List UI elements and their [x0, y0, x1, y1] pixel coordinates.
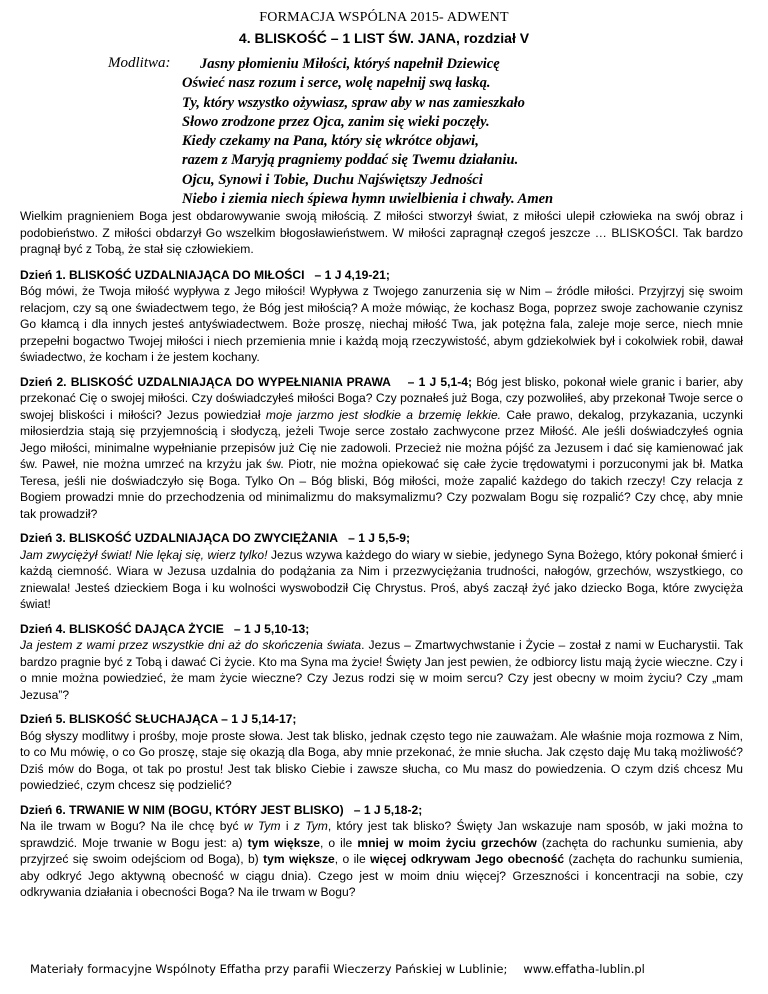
prayer-line: Ojcu, Synowi i Tobie, Duchu Najświętszy Jedności: [182, 171, 483, 188]
day-title: Dzień 1. BLISKOŚĆ UZDALNIAJĄCA DO MIŁOŚCI: [20, 267, 305, 282]
day-text-run: , o ile: [334, 852, 366, 866]
page-footer: [30, 962, 750, 976]
prayer-label: Modlitwa:: [108, 55, 171, 71]
prayer-line: Jasny płomieniu Miłości, któryś napełnił Dziewicę: [200, 56, 500, 72]
day-section-4: [20, 621, 743, 704]
day-text-run: (zachęta do rachunku sumienia, aby odkryć Jego aktywną obecność w ciągu dnia). Czego jest w moim dniu więcej? Grzeszności i koncentracji na sobie, czy odkrywania działania i obecności Boga? Na ile trwam w Bogu?: [20, 852, 743, 899]
day-text-run: (zachęta do rachunku sumienia, aby przyjrzeć się swoim odejściom od Boga), b): [20, 835, 743, 866]
day-heading: [20, 802, 743, 819]
prayer-line: Niebo i ziemia niech śpiewa hymn uwielbienia i chwały. Amen: [182, 191, 554, 208]
footer-text: Materiały formacyjne Wspólnoty Effatha przy parafii Wieczerzy Pańskiej w Lublinie;: [30, 962, 508, 976]
prayer-line: Ty, który wszystko ożywiasz, spraw aby w nas zamieszkało: [182, 94, 525, 111]
day-emphasis: mniej w moim życiu grzechów: [357, 835, 537, 850]
header-topic-title: 4. BLISKOŚĆ – 1 LIST ŚW. JANA, rozdział V: [238, 30, 530, 46]
day-text-run: Bóg słyszy modlitwy i prośby, moje proste słowa. Jest tak blisko, jednak często tego nie zauważam. Ale właśnie moja rozmowa z Nim, to co Mu mówię, o co Go proszę, staje się okazją dla Boga, aby mnie przekonać, że mnie słucha. Jak często daję Mu taką możliwość? Dziś mów do Boga, ot tak po prostu! Jest tak blisko Ciebie i zawsze słucha, co Mu masz do powiedzenia. O czym dziś chcesz Mu powiedzieć, czym chcesz się podzielić?: [20, 728, 743, 792]
day-title: Dzień 4. BLISKOŚĆ DAJĄCA ŻYCIE: [20, 621, 224, 636]
day-heading: [20, 530, 743, 547]
day-emphasis: tym większe: [247, 835, 320, 850]
prayer-line: Słowo zrodzone przez Ojca, zanim się wieki poczęły.: [182, 113, 490, 130]
day-emphasis: tym większe: [263, 852, 335, 866]
day-section-3: [20, 530, 743, 613]
day-section-5: [20, 711, 743, 794]
day-quote: Ja jestem z wami przez wszystkie dni aż do skończenia świata: [20, 638, 362, 652]
day-text: [20, 283, 743, 366]
day-heading: [20, 267, 743, 284]
day-quote: moje jarzmo jest słodkie a brzemię lekkie.: [265, 407, 502, 422]
day-text: [20, 818, 743, 901]
intro-paragraph: Wielkim pragnieniem Boga jest obdarowywanie swoją miłością. Z miłości stworzył świat, z miłości ulepił człowieka na swój obraz i podobieństwo. Z miłości obdarzył Go wszelkim błogosławieństwem. W miłości zapragnął czegoś jeszcze … BLISKOŚCI. Tak bardzo pragnął być z Tobą, że stał się człowiekiem.: [20, 209, 743, 256]
day-title: Dzień 5. BLISKOŚĆ SŁUCHAJĄCA – 1 J 5,14-17;: [20, 712, 297, 726]
day-reference: – 1 J 5,1-4;: [407, 374, 473, 389]
day-section-2: [20, 374, 743, 523]
day-title: Dzień 2. BLISKOŚĆ UZDALNIAJĄCA DO WYPEŁNIANIA PRAWA: [20, 374, 391, 389]
prayer-line: Oświeć nasz rozum i serce, wolę napełnij swą łaską.: [182, 75, 491, 92]
day-section-1: [20, 267, 743, 366]
prayer-line: razem z Maryją pragniemy poddać się Twemu działaniu.: [182, 152, 519, 169]
prayer-text: [182, 55, 602, 209]
header-formation-title: FORMACJA WSPÓLNA 2015- ADWENT: [259, 10, 509, 25]
day-text-run: . Jezus – Zmartwychwstanie i Życie – został z nami w Eucharystii. Tak bardzo pragnie być z Tobą i dawać Ci życie. Kto ma Syna ma życie! Święty Jan jest pewien, że odbiorcy listu mają życie wieczne. Czy i o mnie można powiedzieć, że mam życie wieczne? Czy Jezus rodzi się w moim sercu? Czy jest obecny w moim życiu? Czy „mam Jezusa”?: [20, 638, 743, 702]
day-title: Dzień 3. BLISKOŚĆ UZDALNIAJĄCA DO ZWYCIĘŻANIA: [20, 531, 339, 545]
day-text-run: Całe prawo, dekalog, przykazania, uczynki miłosierdzia stają się przyjemnością i słodyczą, jeżeli Twoje serce zostało zachwycone przez Miłość. Ale jeśli doświadczyłeś ognia Jego miłości, minimalne wypełnianie przepisów już Cię nie zadowoli. Przecież nie można pójść za Jezusem i dać się kamienować jak św. Paweł, nie można umrzeć na krzyżu jak św. Piotr, nie można opiekować się całe życie trędowatymi i porzuconymi jak bł. Matka Teresa, jeśli nie doświadczyło się Boga. Tylko On – Bóg bliski, Bóg miłości, może zapalić każdego do takich rzeczy! Czy relacja z Bogiem prowadzi mnie do przechodzenia od minimalizmu do maksymalizmu? Czy pozwalam Bogu się rozpalić? Czy chcę, aby mnie tak prowadził?: [20, 407, 743, 521]
day-reference: – 1 J 5,18-2;: [353, 802, 423, 817]
day-quote: w Tym: [243, 819, 281, 833]
day-title: Dzień 6. TRWANIE W NIM (BOGU, KTÓRY JEST BLISKO): [20, 802, 344, 817]
day-heading: [20, 621, 743, 638]
day-text-run: Bóg mówi, że Twoja miłość wypływa z Jego miłości! Wypływa z Twojego zanurzenia się w Nim – źródle miłości. Przyjrzyj się swoim relacjom, czy są one świadectwem tego, że Bóg jest miłością? A może mówiąc, że kochasz Boga, poprzez swoje zachowanie czynisz Go kłamcą i dla innych jesteś antyświadectwem. Boże proszę, niechaj miłość Twa, jak potężna fala, zaleje moje serce, niech mnie przepełni bogactwo Twojej miłości i niech przemienia mnie i każdą moją rzeczywistość, abym gdziekolwiek był i cokolwiek robił, dawał świadectwo, że kocham i że jestem kochany.: [20, 284, 743, 364]
day-quote: Jam zwyciężył świat! Nie lękaj się, wierz tylko!: [20, 547, 268, 562]
document-body: [20, 208, 743, 909]
day-reference: – 1 J 5,5-9;: [348, 531, 410, 545]
day-text-run: , o ile: [319, 835, 353, 850]
day-reference: – 1 J 5,10-13;: [233, 621, 310, 636]
day-quote: z Tym: [293, 819, 328, 833]
day-text-run: , który jest tak blisko? Święty Jan wskazuje nam sposób, w jaki można to sprawdzić. Moje trwanie w Bogu jest: a): [20, 819, 743, 850]
day-emphasis: więcej odkrywam Jego obecność: [370, 852, 565, 866]
day-section-6: [20, 802, 743, 901]
day-text: [20, 374, 743, 523]
day-text: [20, 547, 743, 613]
day-reference: – 1 J 4,19-21;: [314, 267, 390, 282]
prayer-line: Kiedy czekamy na Pana, który się wkrótce objawi,: [182, 133, 479, 150]
footer-url: www.effatha-lublin.pl: [523, 962, 645, 976]
day-text: [20, 637, 743, 703]
day-text-run: i: [285, 819, 289, 833]
day-text-run: Na ile trwam w Bogu? Na ile chcę być: [20, 819, 239, 833]
day-text-run: Jezus wzywa każdego do wiary w siebie, jedynego Syna Bożego, który pokonał śmierć i każdą ciemność. Wiara w Jezusa uzdalnia do podążania za Nim i przezwyciężania trudności, nałogów, grzechów, wszystkiego, co zniewala! Jesteś dzieckiem Boga i ku wolności wyswobodził Cię Chrystus. Proś, abyś zaczął żyć jako dziecko Boga, które zwycięża świat!: [20, 547, 743, 611]
day-text-run: Bóg jest blisko, pokonał wiele granic i barier, aby przekonać Cię o swojej miłości. Czy doświadczyłeś miłości Boga? Czy poznałeś już Boga, czy pozwoliłeś, aby przekonał Twoje serce o swojej bliskości i miłości? Jezus powiedział: [20, 374, 743, 422]
day-heading: [20, 711, 743, 728]
day-text: [20, 728, 743, 794]
